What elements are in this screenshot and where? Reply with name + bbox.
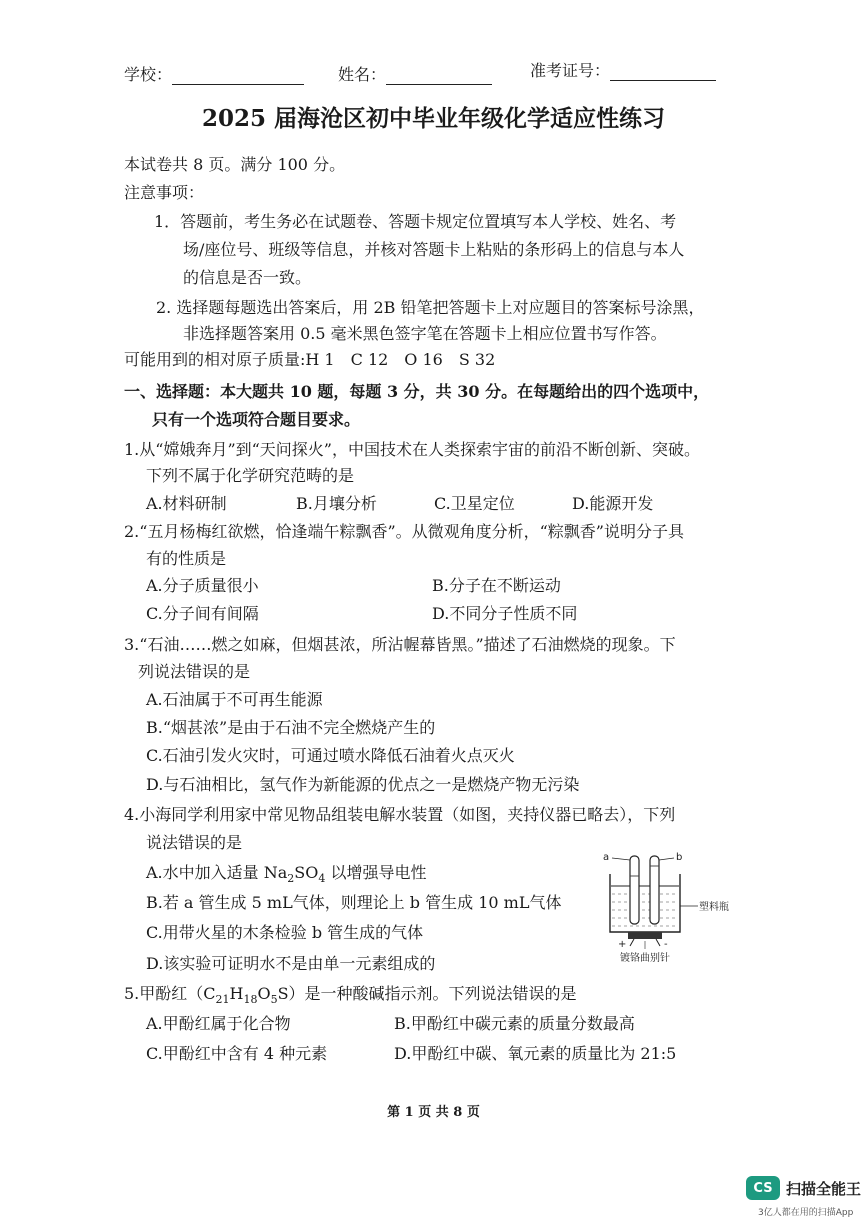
q1-option-b: B.月壤分析: [296, 494, 377, 513]
plus-label: +: [618, 939, 627, 950]
q1-option-d: D.能源开发: [572, 494, 654, 513]
scanner-name: 扫描全能王: [786, 1179, 862, 1198]
notes-heading: 注意事项：: [124, 183, 205, 202]
pins-label: 镀铬曲别针: [620, 953, 670, 964]
q3-stem-line-2: 列说法错误的是: [138, 662, 251, 681]
q2-stem-line-1: 2.“五月杨梅红欲燃，恰逢端午粽飘香”。从微观角度分析，“粽飘香”说明分子具: [124, 522, 684, 541]
tube-b-label: b: [676, 852, 683, 863]
q1-stem-line-1: 1.从“嫦娥奔月”到“天问探火”，中国技术在人类探索宇宙的前沿不断创新、突破。: [124, 440, 700, 459]
school-label: 学校：: [124, 65, 173, 84]
bottle-label: 塑料瓶: [699, 902, 729, 913]
tube-a-label: a: [603, 852, 610, 863]
q4-stem-line-2: 说法错误的是: [146, 833, 243, 852]
name-field: [338, 62, 492, 85]
school-field: [124, 62, 304, 85]
q5-option-c: C.甲酚红中含有 4 种元素: [146, 1044, 328, 1063]
note-2-line-1: 2. 选择题每题选出答案后，用 2B 铅笔把答题卡上对应题目的答案标号涂黑，: [156, 298, 705, 317]
q5-option-d: D.甲酚红中碳、氧元素的质量比为 21:5: [394, 1044, 677, 1063]
q1-option-c: C.卫星定位: [434, 494, 515, 513]
q2-option-b: B.分子在不断运动: [432, 576, 561, 595]
q4-option-d: D.该实验可证明水不是由单一元素组成的: [146, 954, 436, 973]
q1-stem-line-2: 下列不属于化学研究范畴的是: [146, 466, 355, 485]
q4-option-a: A.水中加入适量 $Na_2SO_4$ 以增强导电性: [146, 863, 427, 886]
electrolysis-apparatus-figure: [600, 846, 750, 966]
note-1-line-1: 1．答题前，考生务必在试题卷、答题卡规定位置填写本人学校、姓名、考: [154, 212, 677, 231]
exam-id-field: [530, 58, 716, 81]
note-2-line-2: 非选择题答案用 0.5 毫米黑色签字笔在答题卡上相应位置书写作答。: [183, 324, 667, 343]
note-1-line-3: 的信息是否一致。: [183, 268, 312, 287]
section-1-heading-line-1: 一、选择题：本大题共 10 题，每题 3 分，共 30 分。在每题给出的四个选项中，: [124, 382, 710, 401]
atomic-masses: 可能用到的相对原子质量:H 1 C 12 O 16 S 32: [124, 350, 496, 369]
q5-option-b: B.甲酚红中碳元素的质量分数最高: [394, 1014, 635, 1033]
exam-id-blank: [610, 64, 716, 81]
q4-option-c: C.用带火星的木条检验 b 管生成的气体: [146, 923, 424, 942]
scanner-logo: CS: [746, 1176, 780, 1200]
q3-option-d: D.与石油相比，氢气作为新能源的优点之一是燃烧产物无污染: [146, 775, 580, 794]
intro-text: 本试卷共 8 页。满分 100 分。: [124, 155, 346, 174]
q3-option-a: A.石油属于不可再生能源: [146, 690, 323, 709]
school-blank: [172, 68, 304, 85]
exam-id-label: 准考证号：: [530, 61, 611, 80]
q2-option-c: C.分子间有间隔: [146, 604, 259, 623]
page-footer: 第 1 页 共 8 页: [387, 1105, 480, 1120]
name-blank: [386, 68, 492, 85]
q2-stem-line-2: 有的性质是: [146, 549, 227, 568]
q3-stem-line-1: 3.“石油……燃之如麻，但烟甚浓，所沾幄幕皆黑。”描述了石油燃烧的现象。下: [124, 635, 676, 654]
q3-option-c: C.石油引发火灾时，可通过喷水降低石油着火点灭火: [146, 746, 515, 765]
q5-option-a: A.甲酚红属于化合物: [146, 1014, 291, 1033]
q3-option-b: B.“烟甚浓”是由于石油不完全燃烧产生的: [146, 718, 436, 737]
name-label: 姓名：: [338, 65, 387, 84]
scanner-tagline: 3亿人都在用的扫描App: [758, 1208, 854, 1218]
scanner-badge: [746, 1176, 861, 1200]
q4-option-b: B.若 a 管生成 5 mL气体，则理论上 b 管生成 10 mL气体: [146, 893, 562, 912]
q4-stem-line-1: 4.小海同学利用家中常见物品组装电解水装置（如图，夹持仪器已略去），下列: [124, 805, 676, 824]
note-1-line-2: 场/座位号、班级等信息，并核对答题卡上粘贴的条形码上的信息与本人: [183, 240, 685, 259]
q5-stem: 5.甲酚红$(C_{21}H_{18}O_5S)$是一种酸碱指示剂。下列说法错误的是: [124, 984, 577, 1007]
section-1-heading-line-2: 只有一个选项符合题目要求。: [152, 410, 361, 429]
minus-label: -: [664, 939, 668, 950]
electrolysis-diagram: [600, 846, 750, 966]
page-title: 2025 届海沧区初中毕业年级化学适应性练习: [201, 105, 666, 132]
q1-option-a: A.材料研制: [146, 494, 227, 513]
q2-option-d: D.不同分子性质不同: [432, 604, 578, 623]
q2-option-a: A.分子质量很小: [146, 576, 259, 595]
